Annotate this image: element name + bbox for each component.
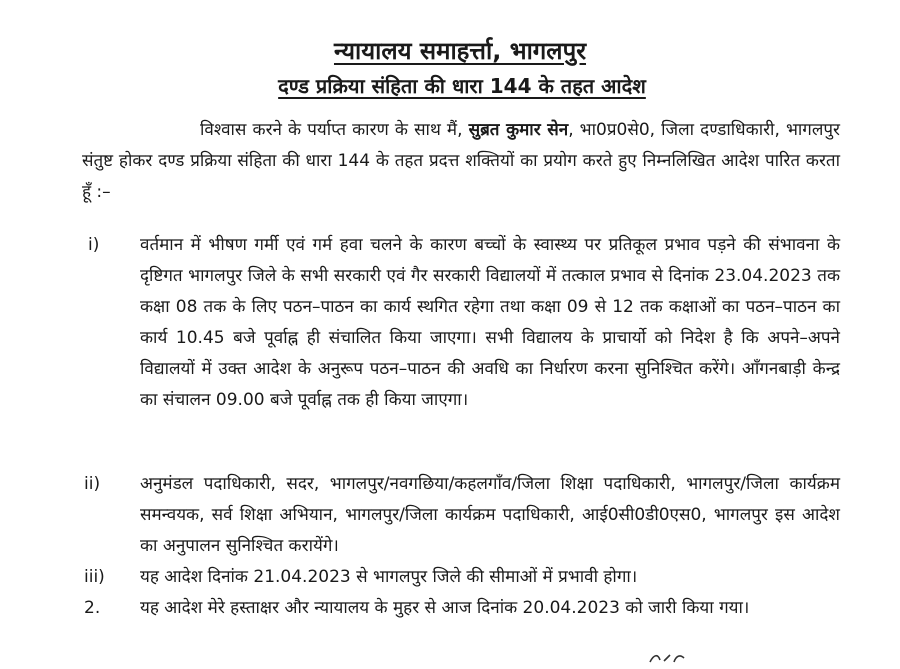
item-text: यह आदेश दिनांक 21.04.2023 से भागलपुर जिले की सीमाओं में प्रभावी होगा। [140, 567, 638, 587]
closing-text [82, 593, 840, 624]
item-text: अनुमंडल पदाधिकारी, सदर, भागलपुर/नवगछिया/कहलगाँव/जिला शिक्षा पदाधिकारी, भागलपुर/जिला कार्यक्रम समन्वयक, सर्व शिक्षा अभियान, भागलपुर/जिला कार्यक्रम पदाधिकारी, आई0सी0डी0एस0, भागलपुर इस आदेश का अनुपालन सुनिश्चित करायेंगे। [140, 474, 840, 556]
item-number: ii) [84, 474, 101, 494]
closing-text-content: यह आदेश मेरे हस्ताक्षर और न्यायालय के मुहर से आज दिनांक 20.04.2023 को जारी किया गया। [140, 598, 750, 618]
item-number: i) [88, 235, 100, 255]
order-subtitle: दण्ड प्रक्रिया संहिता की धारा 144 के तहत आदेश [278, 74, 646, 98]
magistrate-name: सुब्रत कुमार सेन [468, 120, 569, 140]
court-title: न्यायालय समाहर्त्ता, भागलपुर [333, 37, 587, 65]
item-text: वर्तमान में भीषण गर्मी एवं गर्म हवा चलने के कारण बच्चों के स्वास्थ्य पर प्रतिकूल प्रभाव पड़ने की संभावना के दृष्टिगत भागलपुर जिले के सभी सरकारी एवं गैर सरकारी विद्यालयों में तत्काल प्रभाव से दिनांक 23.04.2023 तक कक्षा 08 तक के लिए पठन–पाठन का कार्य स्थगित रहेगा तथा कक्षा 09 से 12 तक कक्षाओं का पठन–पाठन का कार्य 10.45 बजे पूर्वाह्न ही संचालित किया जाएगा। सभी विद्यालय के प्राचार्यो को निदेश है कि अपने–अपने विद्यालयों में उक्त आदेश के अनुरूप पठन–पाठन की अवधि का निर्धारण करना सुनिश्चित करेंगे। आँगनबाड़ी केन्द्र का संचालन 09.00 बजे पूर्वाह्न तक ही किया जाएगा। [140, 235, 840, 410]
signature-mark [648, 648, 688, 669]
item-number: iii) [84, 567, 105, 587]
closing-number: 2. [84, 598, 101, 618]
intro-paragraph [82, 115, 840, 208]
signature-scribble [648, 649, 688, 664]
intro-after-name: , भा0प्र0से0, जिला दण्डाधिकारी, भागलपुर संतुष्ट होकर दण्ड प्रक्रिया संहिता की धारा 144 के तहत प्रदत्त शक्तियों का प्रयोग करते हुए निम्नलिखित आदेश पारित करता हूँ :– [82, 120, 841, 202]
intro-before-name: विश्वास करने के पर्याप्त कारण के साथ मैं, [200, 120, 469, 140]
